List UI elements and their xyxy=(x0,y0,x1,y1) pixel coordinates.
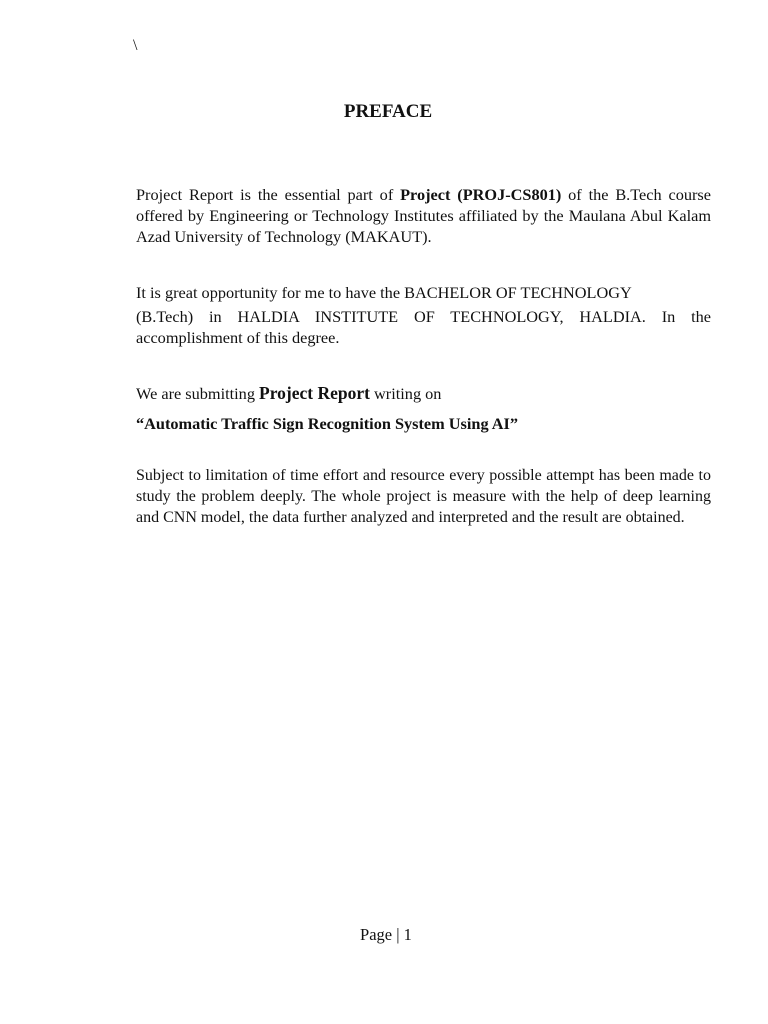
submission-text-start: We are submitting xyxy=(136,384,260,403)
submission-text-end: writing on xyxy=(369,384,442,403)
page-title: PREFACE xyxy=(343,101,433,122)
stray-backslash-mark: \ xyxy=(133,37,138,54)
paragraph-degree-opportunity xyxy=(136,280,711,348)
degree-line-2: (B.Tech) in HALDIA INSTITUTE OF TECHNOLOGY, HALDIA. In the accomplishment of this degree. xyxy=(136,307,711,347)
project-code-bold: Project (PROJ-CS801) xyxy=(400,185,562,204)
paragraph-methodology: Subject to limitation of time effort and resource every possible attempt has been made to study the problem deeply. The whole project is measure with the help of deep learning and CNN model, the data further analyzed and interpreted and the result are obtained. xyxy=(136,467,711,526)
paragraph-submission xyxy=(136,383,711,404)
paragraph-project-report-intro xyxy=(136,184,711,247)
intro-text-start: Project Report is the essential part of xyxy=(136,185,401,204)
project-report-bold: Project Report xyxy=(259,383,370,403)
degree-line-1: It is great opportunity for me to have the BACHELOR OF TECHNOLOGY xyxy=(136,283,632,302)
intro-text-end: of the B.Tech course offered by Engineering or Technology Institutes affiliated by the Maulana Abul Kalam Azad University of Technology (MAKAUT). xyxy=(136,185,711,246)
project-title-quote: “Automatic Traffic Sign Recognition System Using AI” xyxy=(136,414,519,433)
page-number-footer: Page | 1 xyxy=(360,925,412,944)
